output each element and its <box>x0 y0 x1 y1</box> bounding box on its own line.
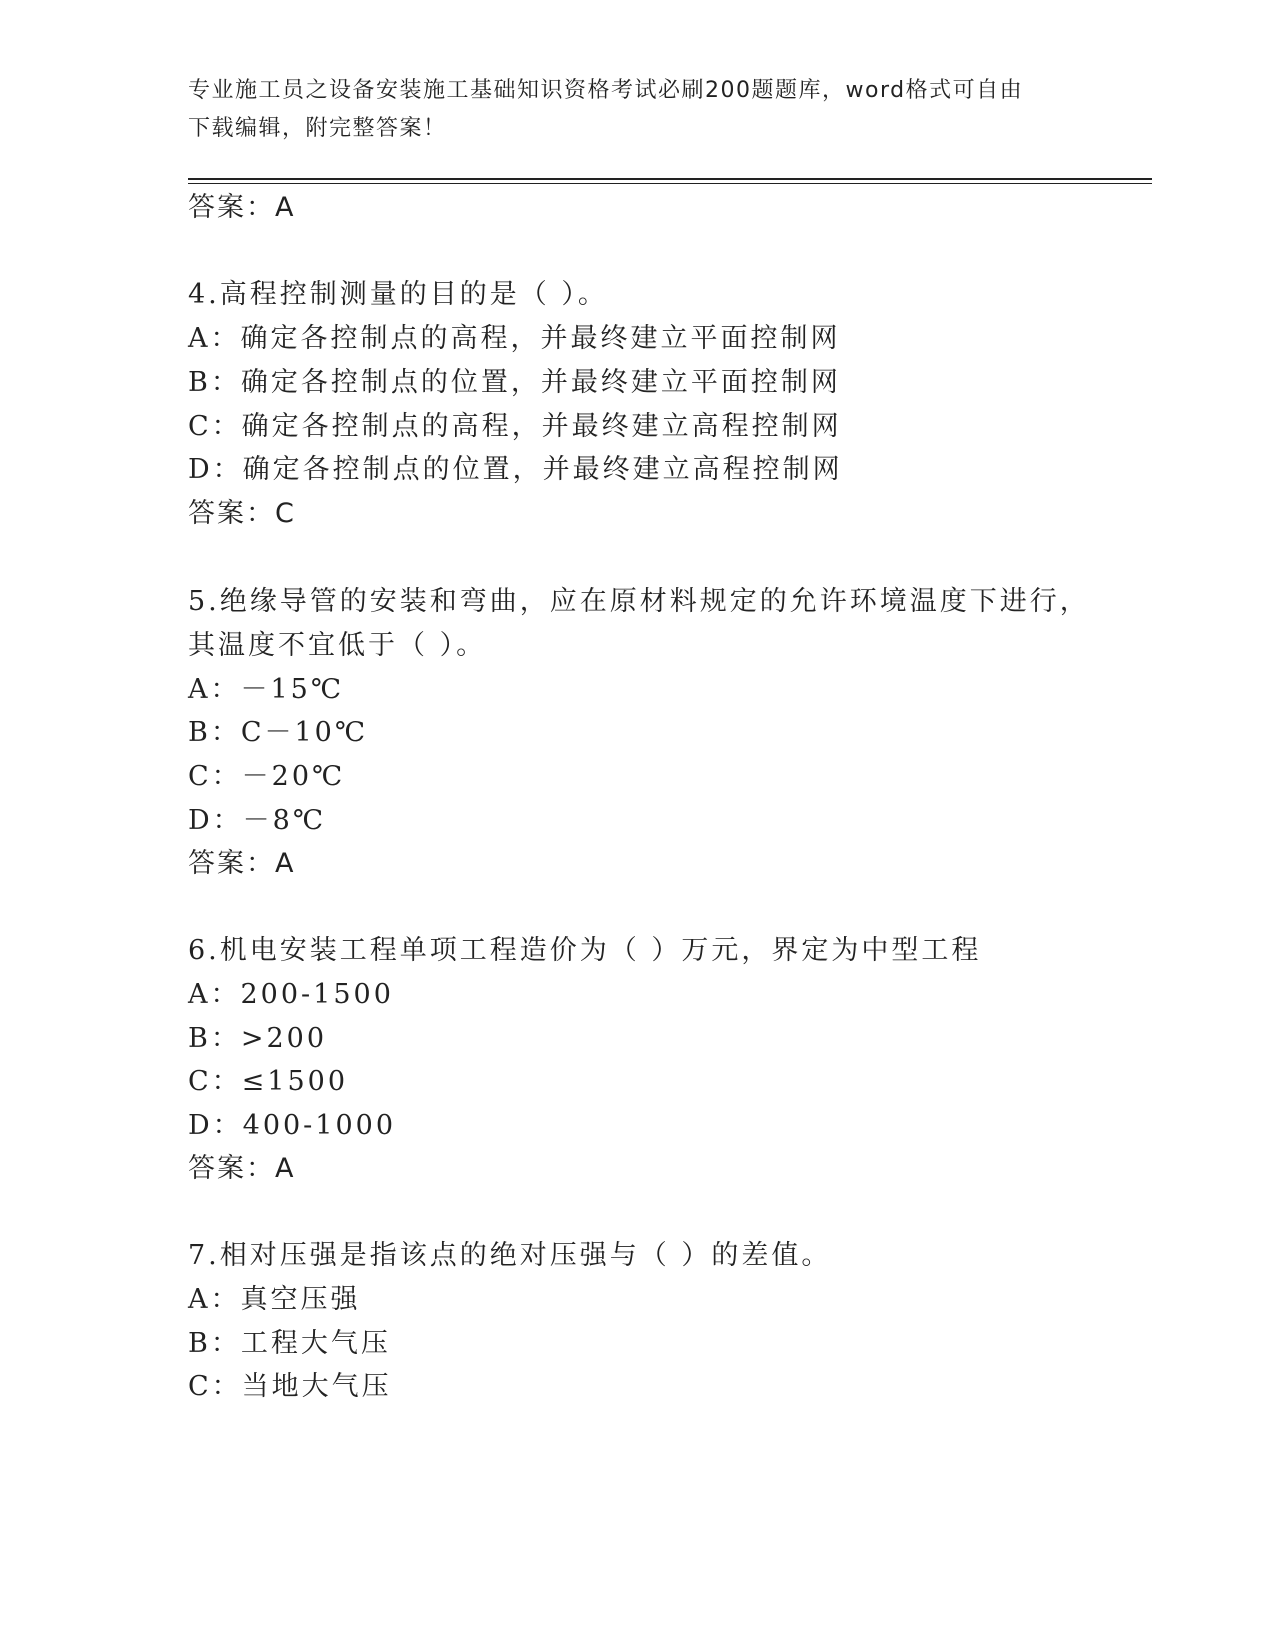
option-d: D：－8℃ <box>188 805 327 836</box>
option-c: C：≤1500 <box>188 1066 348 1097</box>
answer: 答案：A <box>188 848 296 879</box>
option-a: A：确定各控制点的高程，并最终建立平面控制网 <box>188 323 841 354</box>
option-c: C：确定各控制点的高程，并最终建立高程控制网 <box>188 411 842 442</box>
answer: 答案：A <box>188 1153 296 1184</box>
answer: 答案：C <box>188 498 296 529</box>
question-stem-line-1: 5.绝缘导管的安装和弯曲，应在原材料规定的允许环境温度下进行， <box>188 586 1090 617</box>
question-stem: 4.高程控制测量的目的是（ ）。 <box>188 279 608 310</box>
top-answer: 答案：A <box>188 192 296 223</box>
header-line-2: 下载编辑，附完整答案！ <box>188 116 447 141</box>
option-d: D：400-1000 <box>188 1110 397 1141</box>
option-d: D：确定各控制点的位置，并最终建立高程控制网 <box>188 454 843 485</box>
option-c: C：－20℃ <box>188 761 346 792</box>
option-b: B：确定各控制点的位置，并最终建立平面控制网 <box>188 367 841 398</box>
header-line-1: 专业施工员之设备安装施工基础知识资格考试必刷200题题库，word格式可自由 <box>188 78 1024 103</box>
option-a: A：200-1500 <box>188 979 394 1010</box>
option-a: A：－15℃ <box>188 674 345 705</box>
option-c: C：当地大气压 <box>188 1371 392 1402</box>
header-rule-thick <box>188 178 1152 180</box>
option-b: B：C－10℃ <box>188 717 369 748</box>
question-stem-line-2: 其温度不宜低于（ ）。 <box>188 630 487 661</box>
option-b: B：工程大气压 <box>188 1328 391 1359</box>
document-header <box>188 72 1088 148</box>
question-stem: 6.机电安装工程单项工程造价为（ ）万元，界定为中型工程 <box>188 935 982 966</box>
option-a: A：真空压强 <box>188 1284 361 1315</box>
question-stem: 7.相对压强是指该点的绝对压强与（ ）的差值。 <box>188 1240 832 1271</box>
header-rule-thin <box>188 183 1152 184</box>
option-b: B：>200 <box>188 1023 327 1054</box>
